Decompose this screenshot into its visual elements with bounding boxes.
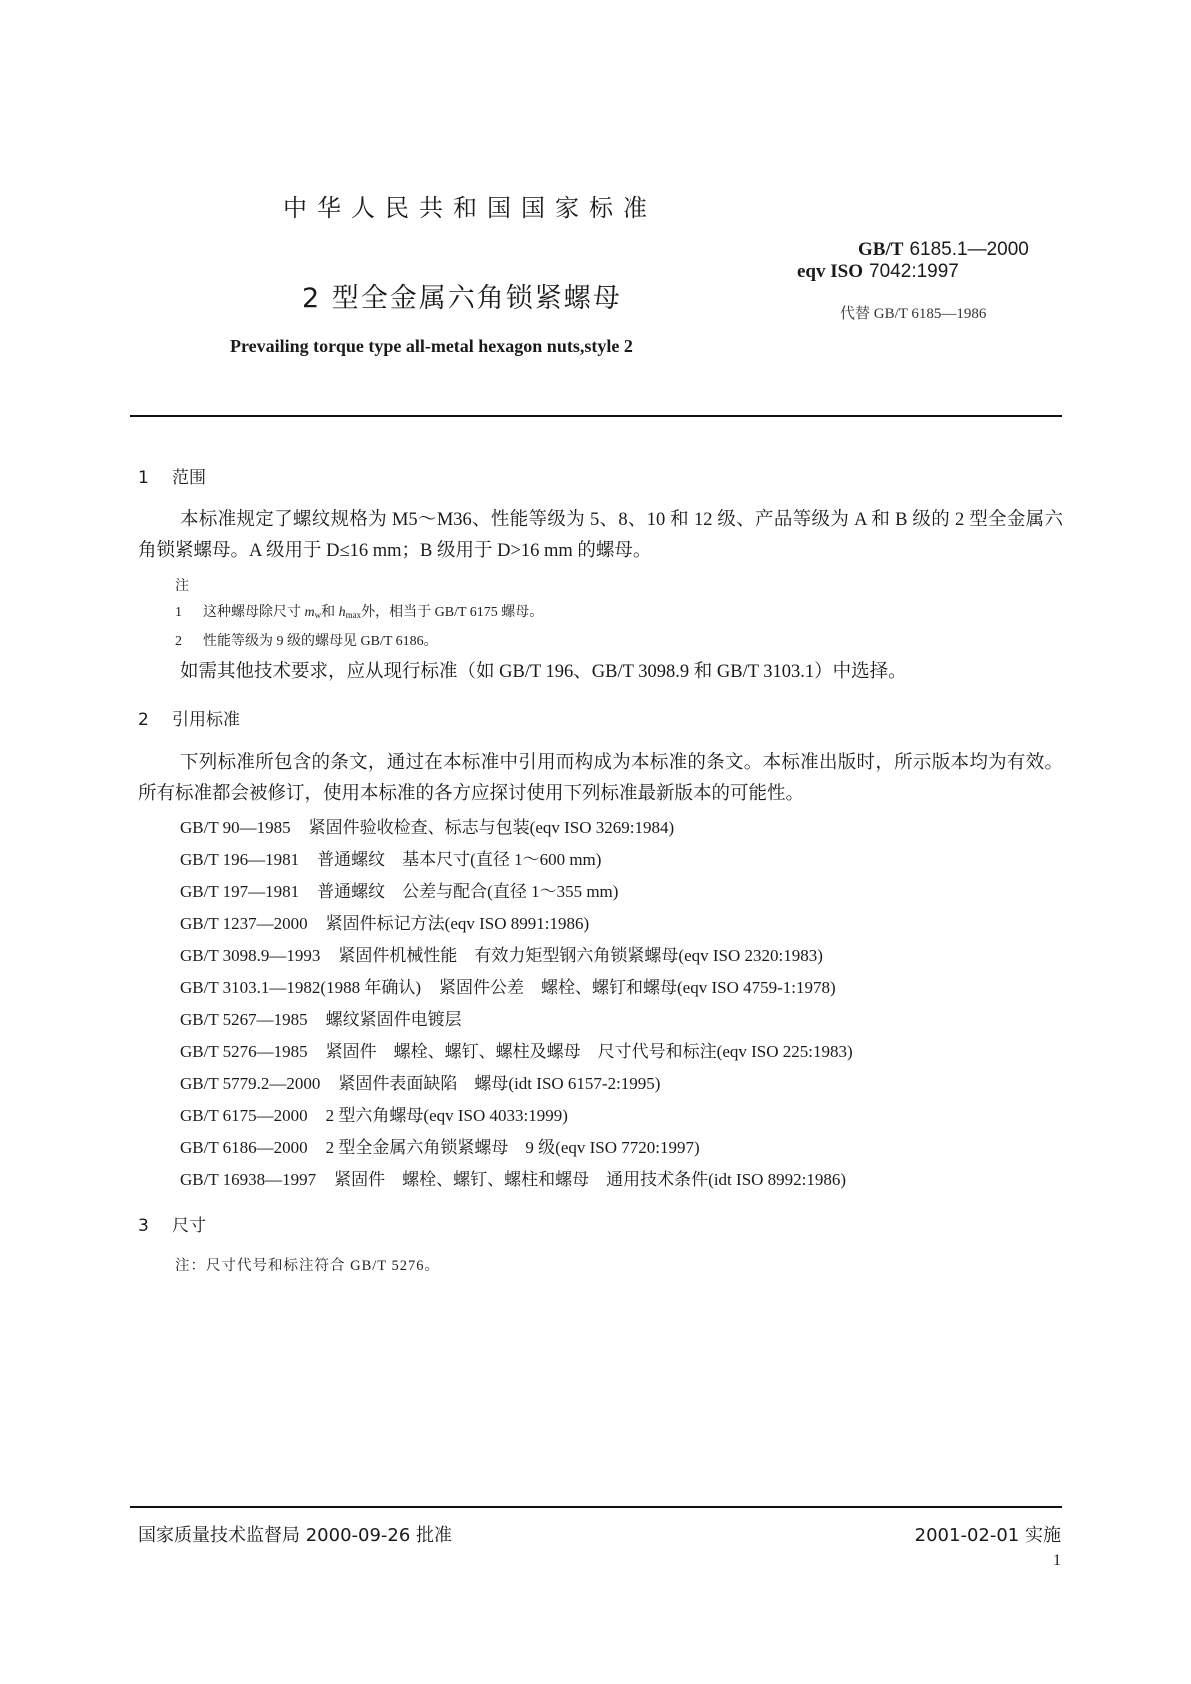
section-title: 范围	[172, 468, 206, 488]
standard-number-value: 6185.1—2000	[909, 239, 1029, 260]
note-item: 2 性能等级为 9 级的螺母见 GB/T 6186。	[175, 634, 438, 649]
section-number: 3	[138, 1216, 149, 1236]
section-title: 尺寸	[172, 1216, 206, 1236]
note-item: 1 这种螺母除尺寸 $m_w$和 $h_{max}$外，相当于 GB/T 6175 螺母。	[175, 605, 544, 620]
section-number: 1	[138, 468, 149, 488]
standard-number	[858, 238, 1029, 261]
footer-divider	[130, 1506, 1062, 1508]
references-intro-paragraph: 下列标准所包含的条文，通过在本标准中引用而构成为本标准的条文。本标准出版时，所示版本均为有效。所有标准都会被修订，使用本标准的各方应探讨使用下列标准最新版本的可能性。	[138, 753, 1063, 804]
section-heading-dimensions	[138, 1211, 206, 1236]
reference-item: GB/T 1237—2000 紧固件标记方法(eqv ISO 8991:1986)	[180, 914, 590, 933]
implementation-date: 2001-02-01 实施	[914, 1525, 1061, 1546]
equivalent-standard	[797, 260, 959, 283]
reference-item: GB/T 6186—2000 2 型全金属六角锁紧螺母 9 级(eqv ISO 7720:1997)	[180, 1138, 700, 1157]
equiv-prefix: eqv ISO	[797, 261, 863, 282]
document-title-cn: 2 型全金属六角锁紧螺母	[302, 283, 622, 314]
reference-item: GB/T 3098.9—1993 紧固件机械性能 有效力矩型钢六角锁紧螺母(eqv ISO 2320:1983)	[180, 946, 823, 965]
section-heading-scope	[138, 463, 206, 488]
reference-item: GB/T 90—1985 紧固件验收检查、标志与包装(eqv ISO 3269:1984)	[180, 818, 675, 837]
section-heading-normative-references	[138, 705, 240, 730]
section-number: 2	[138, 710, 149, 730]
page-number: 1	[1053, 1552, 1061, 1569]
dimensions-note: 注：尺寸代号和标注符合 GB/T 5276。	[175, 1258, 441, 1274]
note-label: 注	[175, 579, 189, 594]
reference-item: GB/T 5276—1985 紧固件 螺栓、螺钉、螺柱及螺母 尺寸代号和标注(eqv ISO 225:1983)	[180, 1042, 853, 1061]
section-title: 引用标准	[172, 710, 240, 730]
scope-extra-requirements: 如需其他技术要求，应从现行标准（如 GB/T 196、GB/T 3098.9 和 GB/T 3103.1）中选择。	[180, 662, 907, 682]
reference-item: GB/T 197—1981 普通螺纹 公差与配合(直径 1～355 mm)	[180, 882, 619, 901]
supersedes-note: 代替 GB/T 6185—1986	[840, 306, 987, 322]
standard-prefix: GB/T	[858, 239, 904, 260]
document-title-en: Prevailing torque type all-metal hexagon nuts,style 2	[230, 336, 633, 356]
approval-info: 国家质量技术监督局 2000-09-26 批准	[138, 1525, 453, 1546]
reference-item: GB/T 3103.1—1982(1988 年确认) 紧固件公差 螺栓、螺钉和螺母(eqv ISO 4759-1:1978)	[180, 978, 836, 997]
reference-item: GB/T 16938—1997 紧固件 螺栓、螺钉、螺柱和螺母 通用技术条件(idt ISO 8992:1986)	[180, 1170, 847, 1189]
reference-item: GB/T 5267—1985 螺纹紧固件电镀层	[180, 1010, 462, 1029]
equiv-number: 7042:1997	[869, 261, 959, 282]
national-standard-title: 中华人民共和国国家标准	[283, 194, 657, 222]
header-divider	[130, 415, 1062, 417]
reference-item: GB/T 6175—2000 2 型六角螺母(eqv ISO 4033:1999)	[180, 1106, 568, 1125]
reference-item: GB/T 196—1981 普通螺纹 基本尺寸(直径 1～600 mm)	[180, 850, 602, 869]
reference-item: GB/T 5779.2—2000 紧固件表面缺陷 螺母(idt ISO 6157-2:1995)	[180, 1074, 661, 1093]
scope-paragraph: 本标准规定了螺纹规格为 M5～M36、性能等级为 5、8、10 和 12 级、产品等级为 A 和 B 级的 2 型全金属六角锁紧螺母。A 级用于 D≤16 mm；B 级用于 D>16 mm 的螺母。	[138, 510, 1063, 561]
